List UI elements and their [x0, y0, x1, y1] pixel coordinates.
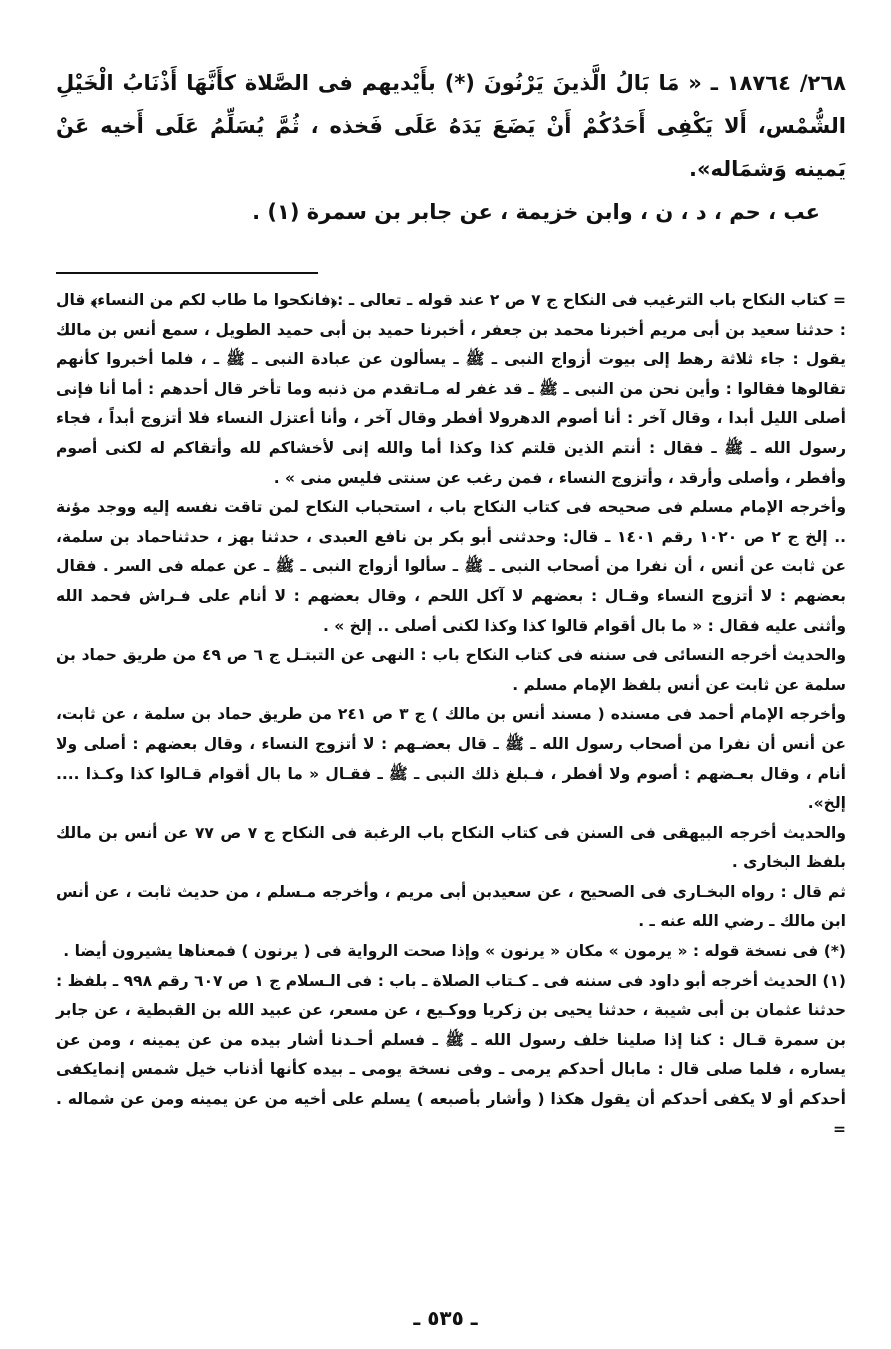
footnote-variant-reading: (*) فى نسخة قوله : « يرمون » مكان « يرنون » وإذا صحت الرواية فى ( يرنون ) فمعناها يشيرون أيضا .	[63, 942, 846, 961]
hadith-block	[56, 62, 846, 234]
page-content	[56, 62, 846, 1144]
footnotes	[56, 286, 846, 1144]
footnote-paragraph: والحديث أخرجه البيهقى فى السنن فى كتاب النكاح باب الرغبة فى النكاح ج ٧ ص ٧٧ عن أنس بن مالك بلفظ البخارى .	[56, 823, 846, 872]
footnote-paragraph: = كتاب النكاح باب الترغيب فى النكاح ج ٧ ص ٢ عند قوله ـ تعالى ـ :﴿فانكحوا ما طاب لكم من النساء﴾ قال : حدثنا سعيد بن أبى مريم أخبرنا محمد بن جعفر ، أخبرنا حميد بن أبى حميد الطويل ، سمع أنس بن مالك يقول : جاء ثلاثة رهط إلى بيوت أزواج النبى ـ ﷺ ـ يسألون عن عبادة النبى ـ ﷺ ـ ، فلما أخبروا كأنهم تقالوها فقالوا : وأين نحن من النبى ـ ﷺ ـ قد غفر له مـاتقدم من ذنبه وما تأخر قال أحدهم : أما أنا فإنى أصلى الليل أبدا ، وقال آخر : أنا أصوم الدهرولا أفطر وقال آخر ، وأنا أعتزل النساء فلا أتزوج أبداً ، فجاء رسول الله ـ ﷺ ـ فقال : أنتم الذين قلتم كذا وكذا أما والله إنى لأخشاكم لله وأتقاكم له لكنى أصوم وأفطر ، وأصلى وأرقد ، وأتزوج النساء ، فمن رغب عن سنتى فليس منى » .	[56, 291, 846, 487]
footnote-paragraph: وأخرجه الإمام أحمد فى مسنده ( مسند أنس بن مالك ) ج ٣ ص ٢٤١ من طريق حماد بن سلمة ، عن ثابت، عن أنس أن نفرا من أصحاب رسول الله ـ ﷺ ـ قال بعضـهم : لا أتزوج النساء ، وقال بعضهم : أصلى ولا أنام ، وقال بعـضهم : أصوم ولا أفطر ، فـبلغ ذلك النبى ـ ﷺ ـ فقـال « ما بال أقوام قـالوا كذا وكـذا .... إلخ».	[56, 705, 846, 813]
footnote-divider	[56, 272, 318, 274]
footnote-paragraph: ثم قال : رواه البخـارى فى الصحيح ، عن سعيدبن أبى مريم ، وأخرجه مـسلم ، من حديث ثابت ، عن أنس ابن مالك ـ رضي الله عنه ـ .	[56, 882, 846, 931]
hadith-sources: عب ، حم ، د ، ن ، وابن خزيمة ، عن جابر بن سمرة (١) .	[252, 200, 820, 224]
footnote-paragraph: وأخرجه الإمام مسلم فى صحيحه فى كتاب النكاح باب ، استحباب النكاح لمن تاقت نفسه إليه ووجد مؤنة .. إلخ ج ٢ ص ١٠٢٠ رقم ١٤٠١ ـ قال: وحدثنى أبو بكر بن نافع العبدى ، حدثنا بهز ، حدثناحماد بن سلمة، عن ثابت عن أنس ، أن نفرا من أصحاب النبى ـ ﷺ ـ سألوا أزواج النبى ـ ﷺ ـ عن عمله فى السر . فقال بعضهم : لا أتزوج النساء وقـال : بعضهم لا آكل اللحم ، وقال بعضهم : لا أنام على فـراش فحمد الله وأثنى عليه فقال : « ما بال أقوام قالوا كذا وكذا لكنى أصلى .. إلخ » .	[56, 498, 846, 635]
footnote-paragraph: والحديث أخرجه النسائى فى سننه فى كتاب النكاح باب : النهى عن التبتـل ج ٦ ص ٤٩ من طريق حماد بن سلمة عن ثابت عن أنس بلفظ الإمام مسلم .	[56, 646, 846, 694]
hadith-text: ٢٦٨/ ١٨٧٦٤ ـ « مَا بَالُ الَّذينَ يَرْنُونَ (*) بأَيْديهم فى الصَّلاة كأَنَّهَا أَذْنَابُ الْخَيْلِ الشُّمْس، أَلا يَكْفِى أَحَدُكُمْ أَنْ يَضَعَ يَدَهُ عَلَى فَخذه ، ثُمَّ يُسَلِّمُ عَلَى أَخيه عَنْ يَمينه وَشمَاله».	[56, 71, 846, 181]
footnote-1: (١) الحديث أخرجه أبو داود فى سننه فى ـ كـتاب الصلاة ـ باب : فى الـسلام ج ١ ص ٦٠٧ رقم ٩٩٨ ـ بلفظ : حدثنا عثمان بن أبى شيبة ، حدثنا يحيى بن زكريا ووكـيع ، عن مسعر، عن عبيد الله بن القبطية ، عن جابر بن سمرة قـال : كنا إذا صلينا خلف رسول الله ـ ﷺ ـ فسلم أحـدنا أشار بيده من عن يمينه ، ومن عن يساره ، فلما صلى قال : مابال أحدكم يرمى ـ وفى نسخة يومى ـ بيده كأنها أذناب خيل شمس إنمايكفى أحدكم أو لا يكفى أحدكم أن يقول هكذا ( وأشار بأصبعه ) يسلم على أخيه من عن يمينه ومن عن شماله . =	[56, 971, 846, 1138]
page-number: ـ ٥٣٥ ـ	[413, 1306, 478, 1330]
